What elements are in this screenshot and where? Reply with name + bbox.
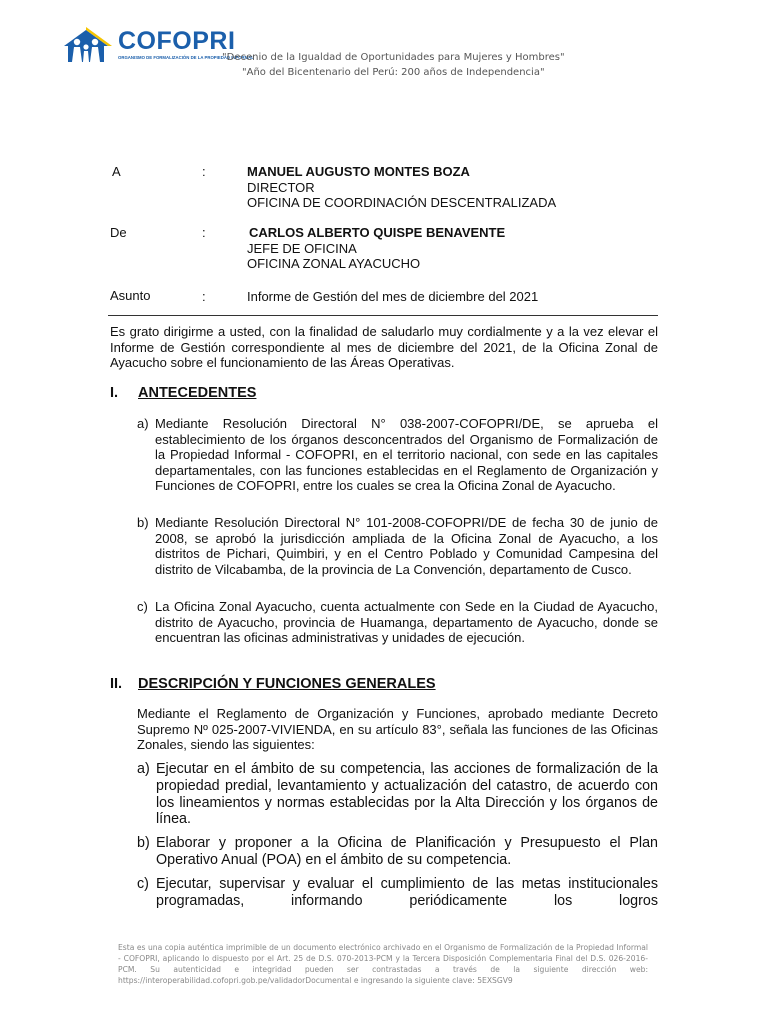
subject-text: Informe de Gestión del mes de diciembre del 2021 [247,289,539,304]
cofopri-logo [60,26,254,64]
to-colon: : [202,164,206,179]
to-label: A [112,164,121,179]
subject-colon: : [202,289,206,304]
list-item-text: Mediante Resolución Directoral N° 038-2007-COFOPRI/DE, se aprueba el establecimiento de los órganos desconcentrados del Organismo de Formalización de la Propiedad Informal - COFOPRI, en el territorio nacional, con sede en las capitales departamentales, con las funciones establecidas en el Reglamento de Organización y Funciones de COFOPRI, entre los cuales se crea la Oficina Zonal de Ayacucho. [155,416,658,494]
list-item-label: a) [137,416,149,431]
family-house-icon [60,26,112,64]
subject-label: Asunto [110,288,151,303]
logo-wordmark: COFOPRI [118,27,236,55]
year-motto: "Año del Bicentenario del Perú: 200 años de Independencia" [242,67,545,78]
list-item-label: b) [137,515,149,530]
intro-paragraph: Es grato dirigirme a usted, con la finalidad de saludarlo muy cordialmente y a la vez elevar el Informe de Gestión correspondiente al mes de diciembre del 2021, de la Oficina Zonal de Ayacucho sobre el funcionamiento de las Áreas Operativas. [110,324,658,371]
authenticity-footer: Esta es una copia auténtica imprimible de un documento electrónico archivado en el Organismo de Formalización de la Propiedad Informal - COFOPRI, aplicando lo dispuesto por el Art. 25 de D.S. 070-2013-PCM y la Tercera Disposición Complementaria Final del D.S. 026-2016-PCM. Su autenticidad e integridad pueden ser contrastadas a través de la siguiente dirección web: https://interoperabilidad.cofopri.gob.pe/validadorDocumental e ingresando la siguiente clave: 5EXSGV9 [118,943,648,985]
list-item-label: b) [137,835,150,851]
from-name: CARLOS ALBERTO QUISPE BENAVENTE [249,225,506,240]
list-item [137,416,658,494]
section-number: I. [110,385,119,401]
list-item [137,761,658,828]
section-number: II. [110,676,123,692]
list-item-label: c) [137,599,148,614]
to-title: DIRECTOR [247,179,315,195]
decade-motto: "Decenio de la Igualdad de Oportunidades para Mujeres y Hombres" [222,52,565,63]
section-title: DESCRIPCIÓN Y FUNCIONES GENERALES [138,676,436,692]
list-item [137,876,658,910]
list-item-text: Ejecutar, supervisar y evaluar el cumplimiento de las metas institucionales programadas, informando periódicamente los logros [156,876,658,909]
to-name: MANUEL AUGUSTO MONTES BOZA [247,164,470,179]
list-item [137,599,658,646]
list-item-label: c) [137,876,149,892]
list-item [137,835,658,869]
from-colon: : [202,225,206,240]
header-divider [108,315,658,316]
from-office: OFICINA ZONAL AYACUCHO [247,256,421,271]
list-item [137,515,658,577]
logo-subtext: ORGANISMO DE FORMALIZACIÓN DE LA PROPIEDAD INFORMAL [118,55,254,60]
list-item-text: Ejecutar en el ámbito de su competencia, las acciones de formalización de la propiedad predial, levantamiento y actualización del catastro, de acuerdo con los lineamientos y normas establecidas por la Alta Dirección y los órganos de línea. [156,761,658,828]
section-title: ANTECEDENTES [138,385,257,401]
from-title: JEFE DE OFICINA [247,240,357,256]
list-item-label: a) [137,761,150,777]
to-office: OFICINA DE COORDINACIÓN DESCENTRALIZADA [247,195,557,210]
section2-intro: Mediante el Reglamento de Organización y Funciones, aprobado mediante Decreto Supremo Nº 025-2007-VIVIENDA, en su artículo 83°, señala las funciones de las Oficinas Zonales, siendo las siguientes: [137,706,658,753]
from-label: De [110,225,127,240]
list-item-text: Elaborar y proponer a la Oficina de Planificación y Presupuesto el Plan Operativo Anual (POA) en el ámbito de su competencia. [156,835,658,868]
list-item-text: La Oficina Zonal Ayacucho, cuenta actualmente con Sede en la Ciudad de Ayacucho, distrito de Ayacucho, provincia de Huamanga, departamento de Ayacucho, donde se encuentran las oficinas administrativas y unidades de ejecución. [155,599,658,646]
list-item-text: Mediante Resolución Directoral N° 101-2008-COFOPRI/DE de fecha 30 de junio de 2008, se aprobó la jurisdicción ampliada de la Oficina Zonal de Ayacucho, a los distritos de Pichari, Quimbiri, y en el Centro Poblado y Comunidad Campesina del distrito de Vilcabamba, de la provincia de La Convención, departamento de Cusco. [155,515,658,577]
